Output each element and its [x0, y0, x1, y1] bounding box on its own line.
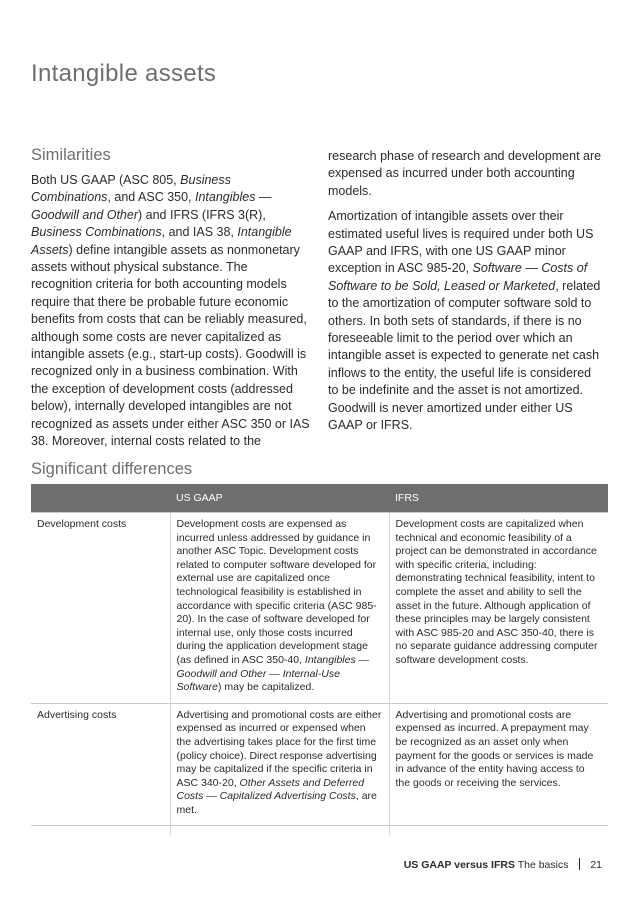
differences-table — [31, 484, 608, 836]
table-row-advertising-costs — [31, 703, 608, 826]
similarities-heading: Similarities — [31, 146, 111, 164]
italic-title: Intangibles — Goodwill and Other — Internal-Use Software — [176, 653, 370, 694]
row-label: Development costs — [31, 513, 170, 704]
italic-title: Business Combinations — [31, 173, 231, 205]
italic-title: Intangibles — Goodwill and Other — [31, 190, 272, 222]
us-gaap-cell: Advertising and promotional costs are either expensed as incurred or expensed when the advertising takes place for the first time (policy choice). Direct response advertising may be capitalized if the specific criteria in ASC 340-20, Other Assets and Deferred Costs — Capitalized Advertising Costs, are met. — [170, 703, 389, 826]
header-ifrs: IFRS — [389, 484, 608, 513]
page-footer — [404, 858, 602, 871]
italic-title: Business Combinations — [31, 225, 162, 240]
italic-title: Other Assets and Deferred Costs — Capitalized Advertising Costs — [176, 776, 365, 803]
table-row-development-costs — [31, 513, 608, 704]
table-end-cell — [31, 826, 170, 837]
footer-subtitle: The basics — [517, 859, 569, 871]
footer-title: US GAAP versus IFRS — [403, 859, 515, 871]
ifrs-cell: Development costs are capitalized when technical and economic feasibility of a project can be demonstrated in accordance with specific criteria, including: demonstrating technical feasibility, intent to complete the asset and ability to sell the asset in the future. Although application of these principles may be largely consistent with ASC 985-20 and ASC 350-40, there is no separate guidance addressing computer software development costs. — [389, 513, 608, 704]
header-blank — [31, 484, 170, 513]
italic-title: Intangible Assets — [31, 225, 292, 257]
table-header-row — [31, 484, 608, 513]
ifrs-cell: Advertising and promotional costs are expensed as incurred. A prepayment may be recognized as an asset only when payment for the goods or services is made in advance of the entity having access to the goods or receiving the services. — [389, 703, 608, 826]
similarities-right-column — [328, 148, 603, 435]
similarities-paragraph-1: Both US GAAP (ASC 805, Business Combinations, and ASC 350, Intangibles — Goodwill and Other) and IFRS (IFRS 3(R), Business Combinations, and IAS 38, Intangible Assets) define intangible assets as nonmonetary assets without physical substance. The recognition criteria for both accounting models require that there be probable future economic benefits from costs that can be reliably measured, although some costs are never capitalized as intangible assets (e.g., start-up costs). Goodwill is recognized only in a business combination. With the exception of development costs (addressed below), internally developed intangibles are not recognized as assets under either ASC 350 or IAS 38. Moreover, internal costs related to the — [31, 173, 310, 449]
page-number: 21 — [590, 859, 602, 871]
header-us-gaap: US GAAP — [170, 484, 389, 513]
table-end-cell — [170, 826, 389, 837]
similarities-left-column — [31, 146, 311, 451]
similarities-paragraph-2: research phase of research and development are expensed as incurred under both accounting models. — [328, 149, 602, 198]
footer-divider — [579, 858, 580, 870]
similarities-paragraph-3: Amortization of intangible assets over their estimated useful lives is required under both US GAAP and IFRS, with one US GAAP minor exception in ASC 985-20, Software — Costs of Software to be Sold, Leased or Marketed, related to the amortization of computer software sold to others. In both sets of standards, if there is no foreseeable limit to the period over which an intangible asset is expected to generate net cash inflows to the entity, the useful life is considered to be indefinite and the asset is not amortized. Goodwill is never amortized under either US GAAP or IFRS. — [328, 209, 601, 433]
table-end-cell — [389, 826, 608, 837]
page-title: Intangible assets — [31, 60, 217, 87]
italic-title: Software — Costs of Software to be Sold, Leased or Marketed — [328, 261, 588, 293]
differences-heading: Significant differences — [31, 460, 193, 478]
us-gaap-cell: Development costs are expensed as incurred unless addressed by guidance in another ASC Topic. Development costs related to computer software developed for external use are capitalized once technological feasibility is established in accordance with specific criteria (ASC 985-20). In the case of software developed for internal use, only those costs incurred during the application development stage (as defined in ASC 350-40, Intangibles — Goodwill and Other — Internal-Use Software) may be capitalized. — [170, 513, 389, 704]
row-label: Advertising costs — [31, 703, 170, 826]
table-end-row — [31, 826, 608, 837]
